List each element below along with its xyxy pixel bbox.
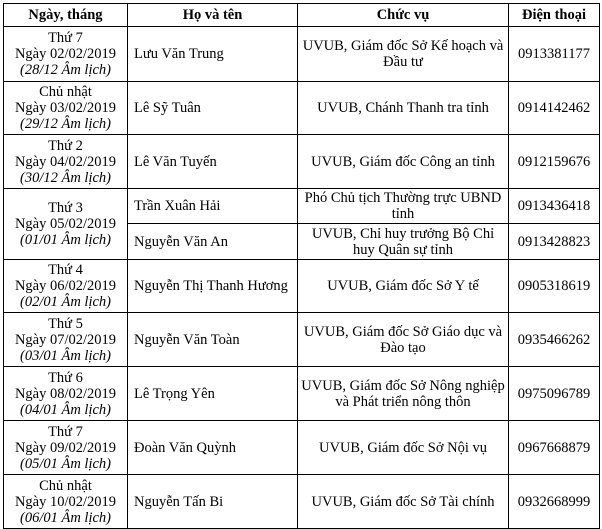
position-cell: Phó Chủ tịch Thường trực UBND tỉnh	[298, 189, 509, 224]
weekday-label: Thứ 2	[48, 137, 83, 154]
date-cell	[4, 313, 128, 367]
position-cell: UVUB, Giám đốc Công an tỉnh	[298, 135, 509, 189]
position-cell: UVUB, Giám đốc Sở Nông nghiệp và Phát triển nông thôn	[298, 367, 509, 421]
header-name: Họ và tên	[128, 4, 298, 27]
name-cell: Lê Trọng Yên	[128, 367, 298, 421]
name-cell: Trần Xuân Hải	[128, 189, 298, 224]
name-cell: Lưu Văn Trung	[128, 27, 298, 82]
weekday-label: Thứ 4	[48, 262, 83, 278]
weekday-label: Thứ 7	[48, 423, 83, 440]
date-cell	[4, 82, 128, 135]
weekday-label: Thứ 7	[48, 30, 83, 46]
date-label: Ngày 10/02/2019	[14, 493, 117, 510]
position-cell: UVUB, Giám đốc Sở Giáo dục và Đào tạo	[298, 313, 509, 367]
schedule-table	[3, 3, 600, 529]
lunar-date-label: (03/01 Âm lịch)	[19, 347, 111, 364]
phone-cell: 0975096789	[509, 367, 600, 421]
lunar-date-label: (05/01 Âm lịch)	[19, 455, 111, 472]
table-row	[4, 135, 600, 189]
weekday-label: Chủ nhật	[39, 477, 92, 494]
table-row	[4, 367, 600, 421]
header-date: Ngày, tháng	[4, 4, 128, 27]
lunar-date-label: (29/12 Âm lịch)	[19, 116, 111, 132]
table-row	[4, 189, 600, 224]
date-label: Ngày 08/02/2019	[14, 385, 117, 402]
header-position: Chức vụ	[298, 4, 509, 27]
name-cell: Lê Sỹ Tuân	[128, 82, 298, 135]
phone-cell: 0913436418	[509, 189, 600, 224]
lunar-date-label: (01/01 Âm lịch)	[19, 232, 111, 248]
table-row	[4, 260, 600, 313]
date-cell	[4, 475, 128, 529]
date-label: Ngày 05/02/2019	[14, 216, 117, 232]
lunar-date-label: (04/01 Âm lịch)	[19, 401, 111, 418]
lunar-date-label: (30/12 Âm lịch)	[19, 169, 111, 186]
date-cell	[4, 135, 128, 189]
date-label: Ngày 02/02/2019	[14, 46, 117, 62]
phone-cell: 0932668999	[509, 475, 600, 529]
name-cell: Đoàn Văn Quỳnh	[128, 421, 298, 475]
header-row	[4, 4, 600, 27]
lunar-date-label: (02/01 Âm lịch)	[19, 294, 111, 310]
lunar-date-label: (28/12 Âm lịch)	[19, 62, 111, 78]
date-label: Ngày 03/02/2019	[14, 100, 117, 116]
phone-cell: 0912159676	[509, 135, 600, 189]
weekday-label: Thứ 6	[48, 369, 83, 386]
name-cell: Nguyễn Văn Toàn	[128, 313, 298, 367]
table-row	[4, 27, 600, 82]
date-label: Ngày 04/02/2019	[14, 153, 117, 170]
weekday-label: Thứ 3	[48, 200, 83, 216]
date-label: Ngày 07/02/2019	[14, 331, 117, 348]
phone-cell: 0935466262	[509, 313, 600, 367]
position-cell: UVUB, Giám đốc Sở Tài chính	[298, 475, 509, 529]
weekday-label: Thứ 5	[48, 315, 83, 332]
table-row	[4, 475, 600, 529]
name-cell: Nguyễn Tấn Bi	[128, 475, 298, 529]
position-cell: UVUB, Giám đốc Sở Kế hoạch và Đầu tư	[298, 27, 509, 82]
phone-cell: 0913428823	[509, 224, 600, 260]
date-cell	[4, 27, 128, 82]
header-phone: Điện thoại	[509, 4, 600, 27]
date-cell	[4, 367, 128, 421]
phone-cell: 0913381177	[509, 27, 600, 82]
phone-cell: 0967668879	[509, 421, 600, 475]
table-row	[4, 313, 600, 367]
position-cell: UVUB, Giám đốc Sở Nội vụ	[298, 421, 509, 475]
date-label: Ngày 09/02/2019	[14, 439, 117, 456]
phone-cell: 0905318619	[509, 260, 600, 313]
phone-cell: 0914142462	[509, 82, 600, 135]
date-label: Ngày 06/02/2019	[14, 278, 117, 294]
table-row	[4, 421, 600, 475]
schedule-body	[4, 27, 600, 529]
name-cell: Nguyễn Thị Thanh Hương	[128, 260, 298, 313]
position-cell: UVUB, Chỉ huy trưởng Bộ Chỉ huy Quân sự tỉnh	[298, 224, 509, 260]
weekday-label: Chủ nhật	[39, 84, 92, 100]
position-cell: UVUB, Chánh Thanh tra tỉnh	[298, 82, 509, 135]
date-cell	[4, 260, 128, 313]
date-cell	[4, 421, 128, 475]
date-cell	[4, 189, 128, 260]
lunar-date-label: (06/01 Âm lịch)	[19, 509, 111, 526]
name-cell: Lê Văn Tuyến	[128, 135, 298, 189]
name-cell: Nguyễn Văn An	[128, 224, 298, 260]
table-row	[4, 82, 600, 135]
position-cell: UVUB, Giám đốc Sở Y tế	[298, 260, 509, 313]
